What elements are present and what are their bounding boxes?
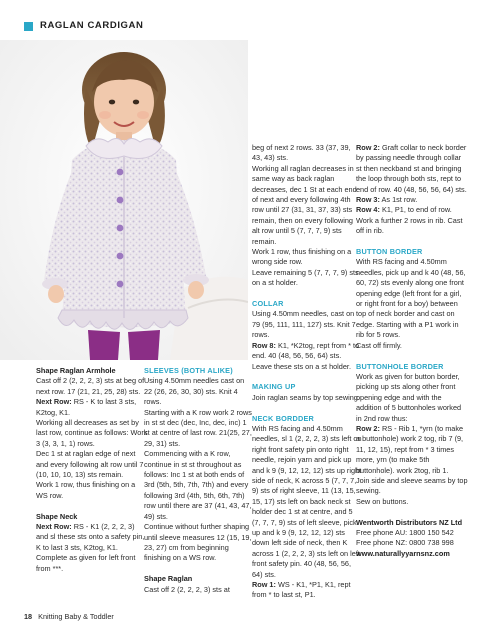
- sleeves-p3: Commencing with a K row, continue in st st throughout as follows: Inc 1 st at both ends of 3rd (5th, 5th, 7th, 7th) and every following 3rd (4th, 5th, 6th, 7th) row until there are 37 (41, 43, 47, 49) sts.: [144, 449, 252, 521]
- shape-armhole-p3: Working all decreases as set by last row, continue as follows: Work 3 (3, 3, 1, 1) rows.: [36, 418, 148, 448]
- sleeves-p1: Using 4.50mm needles cast on 22 (26, 26, 30, 30) sts. Knit 4 rows.: [144, 376, 245, 407]
- row-4-text: K1, P1, to end of row. Work a further 2 rows in rib. Cast off in rib.: [356, 205, 463, 236]
- buttonhole-p1: Work as given for button border, picking up sts along other front opening edge and with the addition of 5 buttonholes worked in 2nd row thus:: [356, 371, 462, 423]
- col4-p2: [356, 195, 468, 205]
- shape-raglan-p1: Cast off 2 (2, 2, 2, 3) sts at: [144, 584, 230, 594]
- next-row-label: Next Row:: [36, 397, 72, 407]
- shape-neck-p1: [36, 522, 148, 574]
- column-1: [36, 366, 148, 574]
- distributor-heading: Wentworth Distributors NZ Ltd: [356, 517, 463, 527]
- sleeves-p2: Starting with a K row work 2 rows in st st dec (dec, Inc, dec, inc) 1 st at centre of last row. 21(25, 27, 29, 31) sts.: [144, 407, 252, 448]
- page-footer: [24, 612, 114, 621]
- row-1-label: Row 1:: [252, 580, 276, 590]
- neck-border-heading: NECK BORDDER: [252, 413, 314, 423]
- making-up-p1: Join raglan seams by top sewing.: [252, 392, 360, 402]
- next-row-text: RS - K to last 3 sts, K2tog, K1.: [36, 397, 137, 417]
- page-title: RAGLAN CARDIGAN: [40, 20, 144, 31]
- row-4-label: Row 4:: [356, 205, 380, 215]
- collar-p1: Using 4.50mm needles, cast on 79 (95, 111, 111, 127) sts. Knit 7 rows.: [252, 309, 356, 340]
- row-2-label: Row 2:: [356, 423, 380, 433]
- shape-armhole-p5: Work 1 row, thus finishing on a WS row.: [36, 480, 136, 500]
- shape-armhole-heading: Shape Raglan Armhole: [36, 366, 116, 375]
- col3-p4: Leave remaining 5 (7, 7, 7, 9) sts on a st holder.: [252, 267, 359, 288]
- shape-neck-text: RS - K1 (2, 2, 2, 3) and sl these sts onto a safety pin, K to last 3 sts, K2tog, K1. Complete as given for left front from ***.: [36, 522, 145, 573]
- col4-p3: [356, 205, 468, 236]
- sleeves-p4: Continue without further shaping until sleeve measures 12 (15, 19, 23, 27) cm from beginning finishing on a WS row.: [144, 522, 252, 563]
- row-2-text: Graft collar to neck border by passing needle through collar st then neckband st and bringing the loop through both sts, rept to end of row. 40 (48, 56, 56, 64) sts.: [356, 143, 467, 194]
- col3-p3: Work 1 row, thus finishing on a wrong side row.: [252, 247, 352, 267]
- buttonhole-p4: Sew on buttons.: [356, 496, 409, 506]
- buttonhole-p2: [356, 424, 468, 476]
- row-2-text: RS - Rib 1, *yrn (to make a buttonhole) work 2 tog, rib 7 (9, 11, 12, 15), rept from * 3 times more, yrn (to make 5th buttonhole). work 2tog, rib 1.: [356, 423, 464, 475]
- button-border-heading: BUTTON BORDER: [356, 247, 423, 257]
- distributor-phone-nz: Free phone NZ: 0800 738 998: [356, 538, 454, 548]
- collar-heading: COLLAR: [252, 299, 284, 309]
- sleeves-heading: SLEEVES (BOTH ALIKE): [144, 366, 233, 375]
- col3-p2: Working all raglan decreases in same way as back raglan decreases, dec 1 St at each end of next and every following 4th row until 27 (31, 31, 37, 33) sts remain, then on every following alt row until 5 (7, 7, 7, 9) sts remain.: [252, 163, 357, 246]
- shape-armhole-p1: Cast off 2 (2, 2, 2, 3) sts at beg of next row. 17 (21, 21, 25, 28) sts.: [36, 376, 145, 396]
- page-number: 18: [24, 612, 33, 621]
- row-8-label: Row 8:: [252, 340, 276, 350]
- header-accent-square: [24, 22, 33, 31]
- row-2-label: Row 2:: [356, 143, 380, 152]
- buttonhole-p3: Join side and sleeve seams by top sewing.: [356, 475, 468, 496]
- buttonhole-heading: BUTTONHOLE BORDER: [356, 361, 444, 371]
- publication-name: Knitting Baby & Toddler: [38, 612, 114, 621]
- cardigan-photo: [0, 40, 248, 360]
- shape-armhole-p4: Dec 1 st at raglan edge of next and every following alt row until 7 (10, 10, 10, 13) sts remain.: [36, 449, 144, 480]
- col3-p1: beg of next 2 rows. 33 (37, 39, 43, 43) sts.: [252, 143, 351, 163]
- distributor-url: www.naturallyyarnsnz.com: [356, 548, 450, 558]
- shape-armhole-p2: [36, 397, 148, 418]
- collar-p2: [252, 341, 362, 372]
- making-up-heading: MAKING UP: [252, 382, 296, 392]
- column-2: [144, 366, 252, 595]
- next-row-label: Next Row:: [36, 522, 72, 532]
- column-4: [356, 143, 468, 559]
- shape-neck-heading: Shape Neck: [36, 511, 78, 521]
- distributor-phone-au: Free phone AU: 1800 150 542: [356, 527, 454, 537]
- column-3: [252, 143, 362, 601]
- button-border-p2: Cast off firmly.: [356, 340, 402, 350]
- button-border-p1: With RS facing and 4.50mm needles, pick up and k 40 (48, 56, 60, 72) sts evenly along one front opening edge (left front for a girl, or right front for a boy) between top of neck border and cast on edge. Starting with a P1 work in rib for 5 rows.: [356, 257, 466, 340]
- neck-border-p1: With RS facing and 4.50mm needles, sl 1 (2, 2, 2, 3) sts left on right front safety pin onto right needle, rejoin yarn and pick up and k 9 (9, 12, 12, 12) sts up right side of neck, K across 5 (7, 7, 7, 9) sts of right sleeve, 11 (13, 15, 15, 17) sts left on back neck st holder dec 1 st at centre, and 5 (7, 7, 7, 9) sts of left sleeve, pick up and k 9 (9, 12, 12, 12) sts down left side of neck, then K across 1 (2, 2, 2, 3) sts left on left front safety pin. 40 (48, 56, 56, 64) sts.: [252, 423, 362, 579]
- row-3-label: Row 3:: [356, 195, 380, 205]
- neck-border-p2: [252, 580, 362, 601]
- row-1-text: WS - K1, *P1, K1, rept from * to last st, P1.: [252, 580, 351, 600]
- col4-p1: [356, 143, 468, 195]
- row-8-text: K1, *K2tog, rept from * to end. 40 (48, 56, 56, 64) sts. Leave these sts on a st holder.: [252, 340, 360, 371]
- shape-raglan-heading: Shape Raglan: [144, 574, 193, 584]
- row-3-text: As 1st row.: [379, 195, 418, 205]
